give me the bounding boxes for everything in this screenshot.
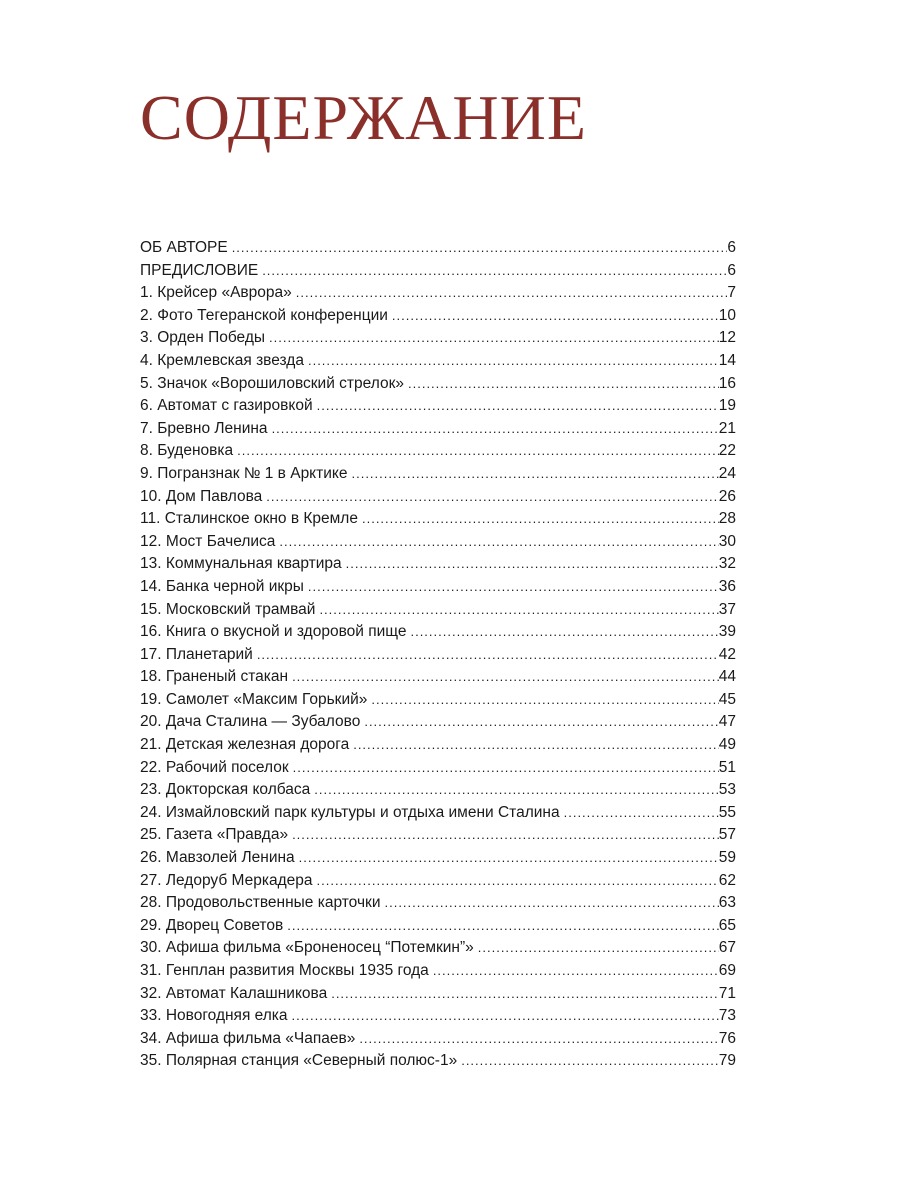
toc-entry — [140, 1030, 736, 1053]
table-of-contents — [140, 239, 736, 1075]
toc-entry-label: 3. Орден Победы — [140, 329, 266, 347]
toc-entry-page-number: 32 — [718, 555, 736, 573]
dot-leader — [408, 376, 719, 391]
toc-entry-page-number: 57 — [718, 826, 736, 844]
dot-leader — [392, 308, 719, 323]
toc-entry-page-number: 37 — [718, 600, 736, 618]
toc-entry — [140, 962, 736, 985]
toc-entry-page-number: 49 — [718, 736, 736, 754]
toc-entry — [140, 939, 736, 962]
toc-entry — [140, 352, 736, 375]
toc-entry-page-number: 71 — [718, 984, 736, 1002]
toc-entry-page-number: 22 — [718, 442, 736, 460]
dot-leader — [359, 1031, 718, 1046]
toc-entry — [140, 668, 736, 691]
toc-entry-label: 30. Афиша фильма «Броненосец “Потемкин”» — [140, 939, 474, 957]
toc-entry-label: 18. Граненый стакан — [140, 668, 289, 686]
toc-entry-label: 7. Бревно Ленина — [140, 419, 268, 437]
dot-leader — [292, 1008, 719, 1023]
dot-leader — [331, 986, 719, 1001]
toc-entry-label: 17. Планетарий — [140, 645, 253, 663]
toc-entry-label: 24. Измайловский парк культуры и отдыха имени Сталина — [140, 803, 560, 821]
toc-entry-page-number: 10 — [718, 306, 736, 324]
toc-entry-label: 10. Дом Павлова — [140, 487, 263, 505]
dot-leader — [384, 895, 718, 910]
dot-leader — [478, 940, 719, 955]
toc-entry-page-number: 62 — [718, 871, 736, 889]
toc-entry-page-number: 69 — [718, 962, 736, 979]
toc-entry-page-number: 14 — [718, 351, 736, 369]
toc-entry — [140, 329, 736, 352]
toc-entry-label: 26. Мавзолей Ленина — [140, 849, 295, 867]
dot-leader — [433, 963, 719, 978]
toc-entry — [140, 713, 736, 736]
toc-entry — [140, 601, 736, 624]
toc-entry — [140, 804, 736, 827]
toc-entry-page-number: 45 — [718, 690, 736, 708]
toc-entry-label: 34. Афиша фильма «Чапаев» — [140, 1029, 356, 1047]
toc-entry — [140, 1007, 736, 1030]
dot-leader — [564, 805, 719, 820]
toc-entry-page-number: 39 — [718, 623, 736, 641]
toc-entry-label: 14. Банка черной икры — [140, 577, 304, 595]
toc-entry — [140, 307, 736, 330]
toc-entry-page-number: 55 — [718, 803, 736, 821]
toc-entry-page-number: 53 — [718, 781, 736, 799]
dot-leader — [269, 330, 719, 345]
toc-entry-page-number: 51 — [718, 758, 736, 776]
toc-entry-page-number: 44 — [718, 668, 736, 686]
toc-entry-page-number: 26 — [718, 487, 736, 505]
toc-entry-label: ОБ АВТОРЕ — [140, 239, 228, 256]
toc-entry-page-number: 79 — [718, 1052, 736, 1070]
toc-entry — [140, 397, 736, 420]
dot-leader — [296, 285, 728, 300]
toc-entry-page-number: 67 — [718, 939, 736, 957]
dot-leader — [371, 692, 718, 707]
toc-entry-label: 20. Дача Сталина — Зубалово — [140, 713, 361, 731]
toc-entry — [140, 646, 736, 669]
toc-entry-label: 35. Полярная станция «Северный полюс-1» — [140, 1052, 458, 1070]
toc-entry-page-number: 16 — [718, 374, 736, 392]
toc-entry-label: 15. Московский трамвай — [140, 600, 316, 618]
toc-entry-label: 5. Значок «Ворошиловский стрелок» — [140, 374, 404, 392]
toc-entry-label: 1. Крейсер «Аврора» — [140, 284, 292, 302]
dot-leader — [317, 873, 719, 888]
toc-entry-label: 27. Ледоруб Меркадера — [140, 871, 313, 889]
toc-entry-page-number: 65 — [718, 916, 736, 934]
toc-entry-label: 8. Буденовка — [140, 442, 234, 460]
toc-entry — [140, 442, 736, 465]
toc-entry-label: 12. Мост Бачелиса — [140, 532, 276, 550]
toc-entry — [140, 578, 736, 601]
toc-entry-page-number: 24 — [718, 464, 736, 482]
toc-entry — [140, 375, 736, 398]
dot-leader — [293, 760, 719, 775]
toc-entry-page-number: 59 — [718, 849, 736, 867]
toc-entry — [140, 510, 736, 533]
toc-entry — [140, 985, 736, 1008]
dot-leader — [272, 421, 719, 436]
toc-entry-page-number: 21 — [718, 419, 736, 437]
toc-entry-label: 31. Генплан развития Москвы 1935 года — [140, 962, 429, 979]
toc-entry-page-number: 19 — [718, 397, 736, 415]
toc-entry-page-number: 73 — [718, 1007, 736, 1025]
toc-entry — [140, 849, 736, 872]
toc-entry-page-number: 12 — [718, 329, 736, 347]
toc-entry — [140, 894, 736, 917]
toc-entry-label: 19. Самолет «Максим Горький» — [140, 690, 368, 708]
dot-leader — [279, 534, 718, 549]
toc-entry-label: 11. Сталинское окно в Кремле — [140, 510, 358, 528]
toc-entry — [140, 781, 736, 804]
dot-leader — [351, 466, 718, 481]
dot-leader — [292, 827, 719, 842]
page-title: СОДЕРЖАНИЕ — [140, 82, 587, 153]
dot-leader — [232, 240, 728, 255]
toc-entry-label: 29. Дворец Советов — [140, 916, 284, 934]
toc-entry-label: 4. Кремлевская звезда — [140, 351, 304, 369]
toc-entry-label: 25. Газета «Правда» — [140, 826, 289, 844]
toc-entry-page-number: 47 — [718, 713, 736, 731]
toc-entry-label: 21. Детская железная дорога — [140, 736, 350, 754]
toc-entry-page-number: 30 — [718, 532, 736, 550]
toc-entry-page-number: 28 — [718, 510, 736, 528]
toc-entry — [140, 623, 736, 646]
toc-entry — [140, 488, 736, 511]
toc-entry-label: 16. Книга о вкусной и здоровой пище — [140, 623, 407, 641]
dot-leader — [308, 579, 719, 594]
toc-entry-label: 9. Погранзнак № 1 в Арктике — [140, 464, 348, 482]
toc-entry — [140, 465, 736, 488]
toc-entry — [140, 555, 736, 578]
dot-leader — [362, 511, 719, 526]
dot-leader — [299, 850, 719, 865]
toc-entry — [140, 691, 736, 714]
dot-leader — [346, 556, 719, 571]
toc-entry — [140, 917, 736, 940]
toc-entry-page-number: 36 — [718, 577, 736, 595]
toc-entry — [140, 736, 736, 759]
dot-leader — [237, 443, 719, 458]
toc-entry-label: 2. Фото Тегеранской конференции — [140, 306, 388, 324]
toc-entry-label: 13. Коммунальная квартира — [140, 555, 342, 573]
dot-leader — [266, 489, 718, 504]
toc-entry — [140, 533, 736, 556]
toc-entry — [140, 284, 736, 307]
toc-entry-label: 23. Докторская колбаса — [140, 781, 311, 799]
toc-entry-page-number: 76 — [718, 1029, 736, 1047]
toc-entry — [140, 239, 736, 262]
toc-entry — [140, 826, 736, 849]
dot-leader — [257, 647, 719, 662]
toc-entry-label: 6. Автомат с газировкой — [140, 397, 313, 415]
toc-entry — [140, 872, 736, 895]
toc-entry-page-number: 63 — [718, 894, 736, 912]
toc-entry-page-number: 6 — [727, 261, 736, 279]
toc-entry-label: 33. Новогодняя елка — [140, 1007, 288, 1025]
dot-leader — [308, 353, 719, 368]
toc-entry-page-number: 42 — [718, 645, 736, 663]
toc-entry — [140, 759, 736, 782]
toc-entry-label: ПРЕДИСЛОВИЕ — [140, 261, 259, 279]
dot-leader — [287, 918, 719, 933]
toc-entry-page-number: 6 — [727, 239, 736, 256]
dot-leader — [353, 737, 719, 752]
dot-leader — [314, 782, 718, 797]
toc-entry — [140, 1052, 736, 1075]
toc-entry-label: 22. Рабочий поселок — [140, 758, 289, 776]
dot-leader — [292, 669, 719, 684]
dot-leader — [262, 263, 727, 278]
dot-leader — [410, 624, 718, 639]
toc-entry — [140, 262, 736, 285]
dot-leader — [319, 602, 718, 617]
toc-entry-label: 32. Автомат Калашникова — [140, 984, 328, 1002]
dot-leader — [461, 1053, 719, 1068]
dot-leader — [364, 714, 718, 729]
toc-entry-label: 28. Продовольственные карточки — [140, 894, 381, 912]
toc-entry-page-number: 7 — [727, 284, 736, 302]
toc-entry — [140, 420, 736, 443]
dot-leader — [317, 398, 719, 413]
